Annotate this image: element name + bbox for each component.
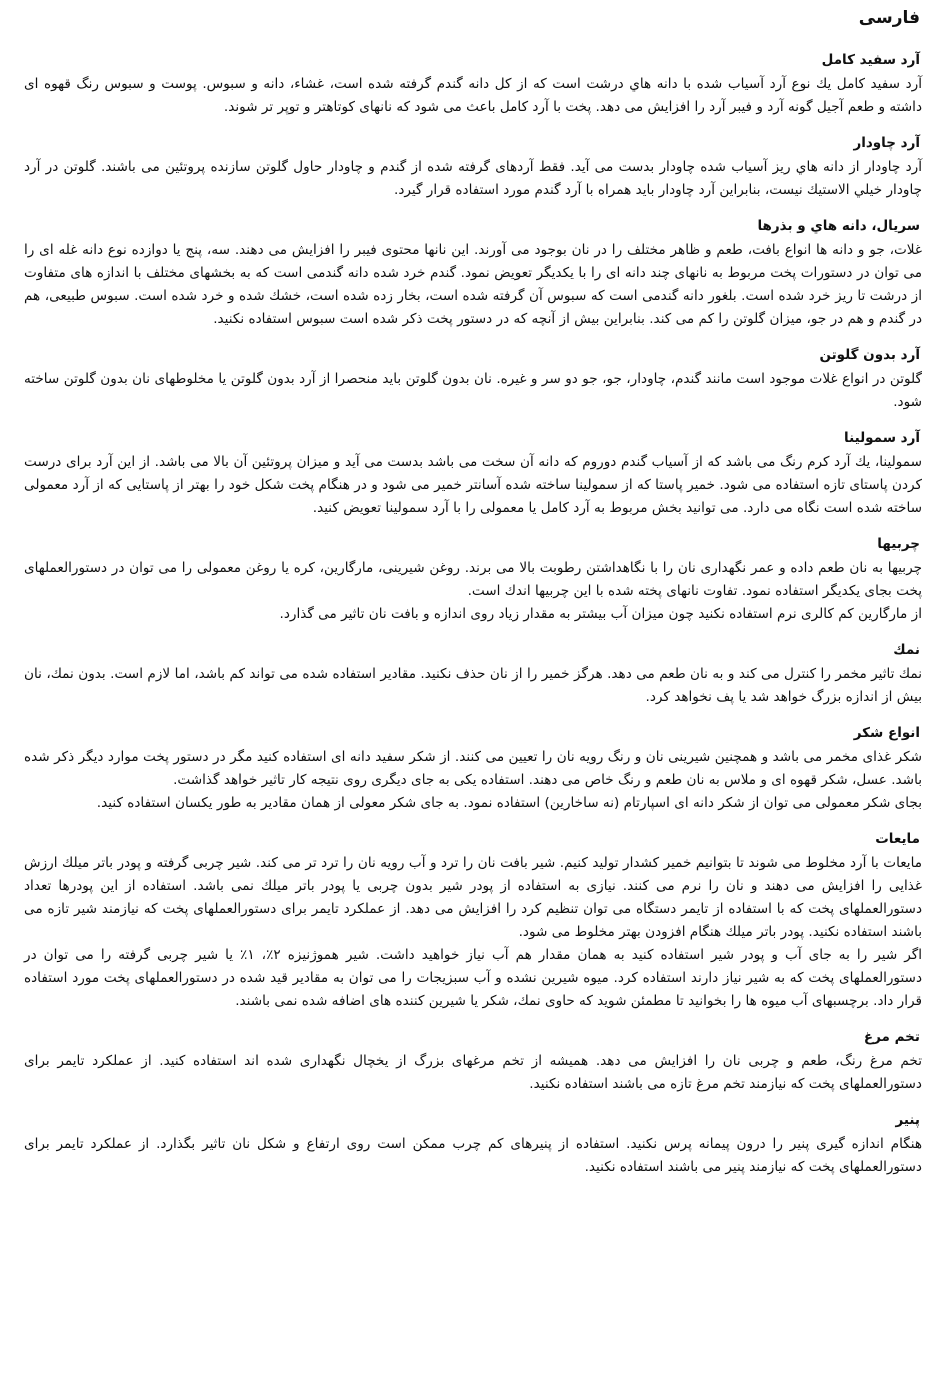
section-heading: چربيها — [877, 536, 920, 552]
section-paragraph: از مارگارين كم كالرى نرم استفاده نكنيد چون ميزان آب بيشتر به مقدار زياد روى اندازه و بافت نان تاثير مى گذارد. — [279, 606, 922, 622]
section-paragraph: غلات، جو و دانه ها انواع بافت، طعم و ظاهر مختلف را در نان بوجود مى آورند. اين نانها محتوى فيبر را افزايش مى دهند. سه، پنج يا دوازده نوع دانه غله اى را مى توان در دستورات پخت مربوط به نانهاى چند دانه اى را با يكديگر تعويض نمود. گندم خرد شده دانه گندمى است كه به بخشهاى مختلف با اندازه هاى متفاوت از درشت تا ريز خرد شده است. بلغور دانه گندمى است كه سبوس آن گرفته شده است، بخار زده شده است، خشك شده و خرد شده است. سبوس طبيعى، هم در گندم و هم در جو، ميزان گلوتن را كم مى كند. بنابراين بيش از آنچه كه در دستور پخت ذكر شده است سبوس استفاده نكنيد. — [24, 242, 922, 327]
section-paragraph: مايعات با آرد مخلوط مى شوند تا بتوانيم خمير كشدار توليد كنيم. شير بافت نان را ترد و آب رويه نان را ترد تر مى كند. شير چربى گرفته و پودر باتر ميلك ارزش غذايى را افزايش مى دهند و نان را نرم مى كنند. نيازى به استفاده از پودر شير بدون چربى يا پودر باتر ميلك نمى باشد. استفاده از اين پودرها تعداد دستورالعملهاى پخت كه با استفاده از تايمر دستگاه مى توان تنظيم كرد را افزايش مى دهد. از عملكرد تايمر براى دستورالعملهاى پخت كه نيازمند شير تازه مى باشند استفاده نكنيد. پودر باتر ميلك هنگام افزودن بهتر مخلوط مى شود. — [24, 855, 922, 940]
section — [24, 1110, 922, 1179]
section-paragraph: شكر غذاى مخمر مى باشد و همچنين شيرينى نان و رنگ رويه نان را تعيين مى كنند. از شكر سفيد دانه اى استفاده كنيد مگر در دستور پخت موارد ديگر ذكر شده باشد. عسل، شكر قهوه اى و ملاس به نان طعم و رنگ خاص مى دهند. استفاده يكى به جاى ديگرى روى نتيجه كار تاثير خواهد گذاشت. — [24, 749, 922, 788]
section — [24, 50, 922, 119]
sections-container — [24, 50, 922, 1179]
section-paragraph: تخم مرغ رنگ، طعم و چربى نان را افزايش مى دهد. هميشه از تخم مرغهاى بزرگ از يخچال نگهدارى شده اند استفاده كنيد. از عملكرد تايمر براى دستورالعملهاى پخت كه نيازمند تخم مرغ تازه مى باشند استفاده نكنيد. — [24, 1053, 922, 1092]
section-paragraph: سمولينا، يك آرد كرم رنگ مى باشد كه از آسياب گندم دوروم كه دانه آن سخت مى باشد بدست مى آيد و ميزان پروتئين آن بالا مى باشد. از اين آرد براى درست كردن پاستاى تازه استفاده مى شود. خمير پاستا كه از سمولينا ساخته شده آسانتر خمير مى شود و در هنگام پخت شكل خود را بهتر از پاستايى كه از آرد معمولى ساخته شده است نگاه مى دارد. مى توانيد بخش مربوط به آرد كامل يا معمولى را با آرد سمولينا تعويض كنيد. — [24, 454, 922, 516]
section-heading: انواع شكر — [853, 725, 920, 741]
section-heading: پنير — [895, 1112, 920, 1128]
section — [24, 640, 922, 709]
section-heading: آرد بدون گلوتن — [819, 347, 920, 363]
section-paragraph: گلوتن در انواع غلات موجود است مانند گندم، چاودار، جو، جو دو سر و غيره. نان بدون گلوتن بايد منحصرا از آرد بدون گلوتن يا مخلوطهاى نان بدون گلوتن ساخته شود. — [24, 371, 922, 410]
section-paragraph: آرد چاودار از دانه هاي ريز آسياب شده چاودار بدست مى آيد. فقط آردهاى گرفته شده از گندم و چاودار حاول گلوتن سازنده پروتئين مى باشند. گلوتن در آرد چاودار خيلي الاستيك نيست، بنابراين آرد چاودار بايد همراه با آرد گندم مورد استفاده قرار گيرد. — [24, 159, 922, 198]
section — [24, 133, 922, 202]
section-paragraph: نمك تاثير مخمر را كنترل مى كند و به نان طعم مى دهد. هرگز خمير را از نان حذف نكنيد. مقادير استفاده شده مى تواند كم باشد، اما لازم است. بدون نمك، نان بيش از اندازه بزرگ خواهد شد يا پف نخواهد كرد. — [24, 666, 922, 705]
section-heading: تخم مرغ — [863, 1029, 920, 1045]
section — [24, 345, 922, 414]
section-heading: مايعات — [875, 831, 920, 847]
section-paragraph: اگر شير را به جاى آب و پودر شير استفاده كنيد به همان مقدار هم آب نياز خواهيد داشت. شير هموژنيزه ۲٪، ۱٪ يا شير چربى گرفته را مى توان در دستورالعملهاى پخت كه به شير نياز دارند استفاده كرد. ميوه شيرين نشده و آب سبزيجات را مى توان به مقادير قيد شده در دستورالعملهاى پخت مورد استفاده قرار داد. برچسبهاى آب ميوه ها را بخوانيد تا مطمئن شويد كه حاوى نمك، شكر يا شيرين كننده هاى اضافه شده نمى باشند. — [24, 947, 922, 1009]
section-paragraph: چربيها به نان طعم داده و عمر نگهدارى نان را با نگاهداشتن رطوبت بالا مى برند. روغن شيرينى، مارگارين، كره يا روغن معمولى را مى توان در دستورالعملهاى پخت بجاى يكديگر استفاده نمود. تفاوت نانهاى پخته شده با اين چربيها اندك است. — [24, 560, 922, 599]
section-heading: سريال، دانه هاي و بذرها — [757, 218, 920, 234]
section-heading: آرد سمولينا — [844, 430, 920, 446]
section-paragraph: هنگام اندازه گيرى پنير را درون پيمانه پرس نكنيد. استفاده از پنيرهاى كم چرب ممكن است روى ارتفاع و شكل نان تاثير بگذارد. از عملكرد تايمر براى دستورالعملهاى پخت كه نيازمند پنير مى باشند استفاده نكنيد. — [24, 1136, 922, 1175]
section — [24, 428, 922, 520]
section-paragraph: آرد سفید کامل يك نوع آرد آسياب شده با دانه هاي درشت است كه از كل دانه گندم گرفته شده است، غشاء، دانه و سبوس. پوست و سبوس رنگ قهوه ای داشته و طعم آجيل گونه آرد و فيبر آرد را افزايش مى دهد. پخت با آرد کامل باعث مى شود که نانهای کوتاهتر و توپر تر شوند. — [24, 76, 922, 115]
section — [24, 534, 922, 626]
section-heading: آرد چاودار — [853, 135, 920, 151]
section-heading: آرد سفید کامل — [821, 52, 920, 68]
section-heading: نمك — [893, 642, 920, 658]
section — [24, 216, 922, 331]
section — [24, 1027, 922, 1096]
page-title: فارسی — [858, 8, 920, 28]
section-paragraph: بجاى شكر معمولى مى توان از شكر دانه اى اسپارتام (نه ساخارين) استفاده نمود. به جاى شكر معولى از همان مقادير به طور يكسان استفاده كنيد. — [96, 795, 922, 811]
section — [24, 829, 922, 1013]
section — [24, 723, 922, 815]
